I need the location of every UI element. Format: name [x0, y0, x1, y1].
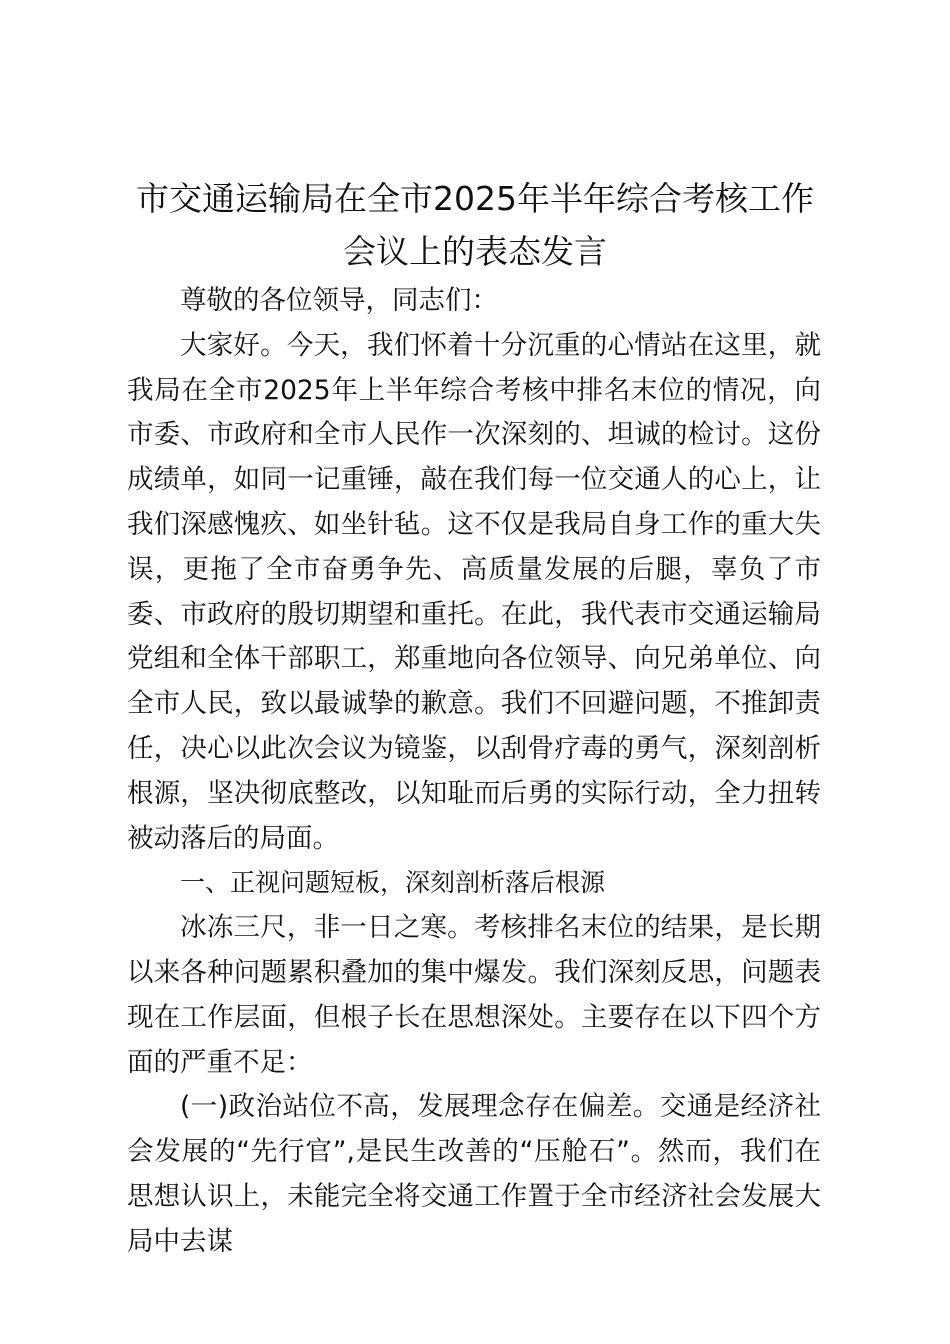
document-title: 市交通运输局在全市2025年半年综合考核工作会议上的表态发言 — [136, 179, 814, 271]
salutation-paragraph: 尊敬的各位领导，同志们： — [180, 285, 498, 316]
document-body — [127, 279, 821, 1265]
body-paragraph: 冰冻三尺，非一日之寒。考核排名末位的结果，是长期以来各种问题累积叠加的集中爆发。我们深刻反思，问题表现在工作层面，但根子长在思想深处。主要存在以下四个方面的严重不足： — [127, 912, 821, 1078]
section-heading: 一、正视问题短板，深刻剖析落后根源 — [180, 868, 606, 898]
body-paragraph: 大家好。今天，我们怀着十分沉重的心情站在这里，就我局在全市2025年上半年综合考核中排名末位的情况，向市委、市政府和全市人民作一次深刻的、坦诚的检讨。这份成绩单，如同一记重锤，敲在我们每一位交通人的心上，让我们深感愧疚、如坐针毡。这不仅是我局自身工作的重大失误，更拖了全市奋勇争先、高质量发展的后腿，辜负了市委、市政府的殷切期望和重托。在此，我代表市交通运输局党组和全体干部职工，郑重地向各位领导、向兄弟单位、向全市人民，致以最诚挚的歉意。我们不回避问题，不推卸责任，决心以此次会议为镜鉴，以刮骨疗毒的勇气，深刻剖析根源，坚决彻底整改，以知耻而后勇的实际行动，全力扭转被动落后的局面。 — [127, 329, 821, 854]
body-paragraph: (一)政治站位不高，发展理念存在偏差。交通是经济社会发展的“先行官”,是民生改善的“压舱石”。然而，我们在思想认识上，未能完全将交通工作置于全市经济社会发展大局中去谋 — [127, 1091, 821, 1257]
